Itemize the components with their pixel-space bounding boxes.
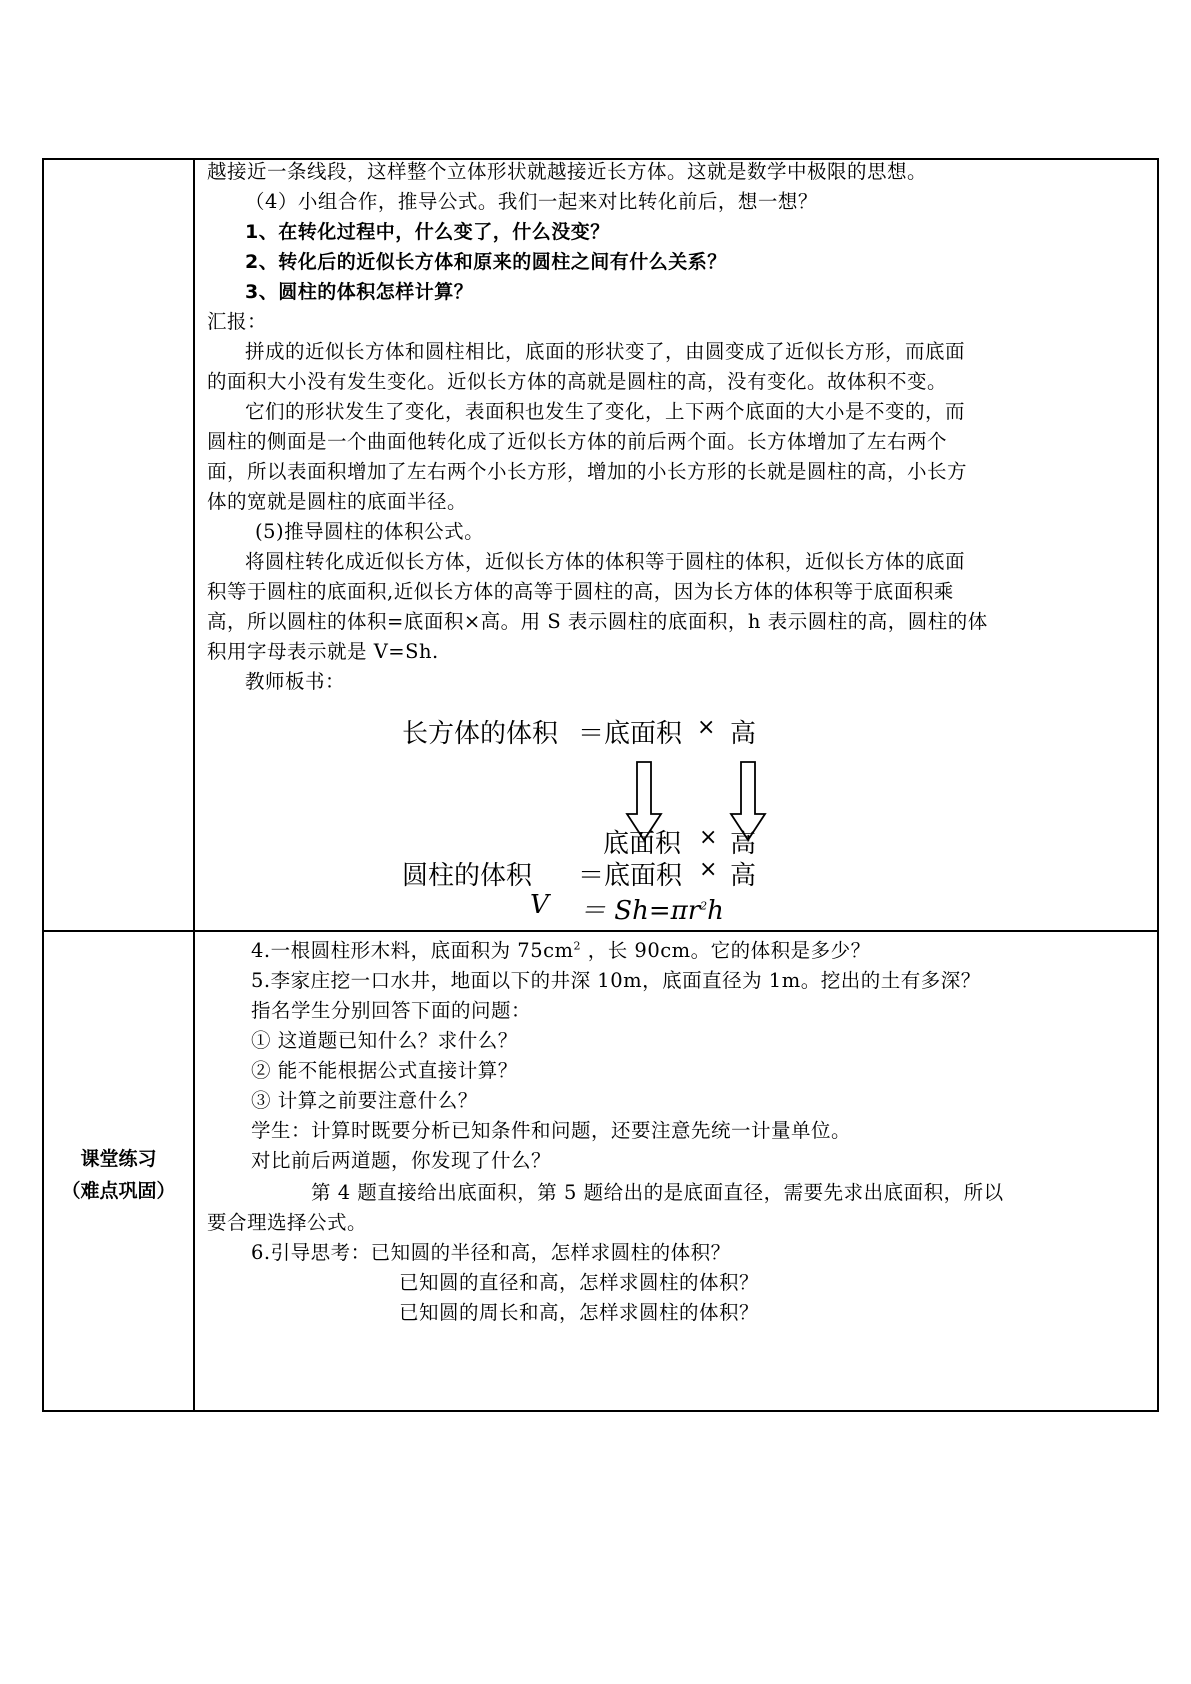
text-line: 已知圆的周长和高，怎样求圆柱的体积？ — [399, 1301, 760, 1324]
text-line: 圆柱的侧面是一个曲面他转化成了近似长方体的前后两个面。长方体增加了左右两个 — [207, 430, 948, 453]
text-line: 将圆柱转化成近似长方体，近似长方体的体积等于圆柱的体积，近似长方体的底面 — [245, 550, 966, 573]
formula-text — [580, 890, 724, 927]
question-4 — [251, 936, 1149, 966]
text-line: 学生：计算时既要分析已知条件和问题，还要注意先统一计量单位。 — [251, 1119, 852, 1142]
text-line: 积等于圆柱的底面积,近似长方体的高等于圆柱的高，因为长方体的体积等于底面积乘 — [207, 580, 954, 603]
text-line: 要合理选择公式。 — [207, 1211, 368, 1234]
question-5: 5.李家庄挖一口水井，地面以下的井深 10m，底面直径为 1m。挖出的土有多深？ — [251, 969, 981, 992]
row1-content-cell — [194, 159, 1158, 931]
text-line: 指名学生分别回答下面的问题： — [251, 999, 532, 1022]
text-line: ② 能不能根据公式直接计算？ — [251, 1059, 518, 1082]
q4-superscript: 2 — [573, 939, 582, 953]
text-line: 的面积大小没有发生变化。近似长方体的高就是圆柱的高，没有变化。故体积不变。 — [207, 370, 948, 393]
lesson-plan-table — [42, 158, 1159, 1412]
text-line: 第 4 题直接给出底面积，第 5 题给出的是底面直径，需要先求出底面积，所以 — [311, 1181, 1004, 1204]
text-line: ① 这道题已知什么？求什么？ — [251, 1029, 518, 1052]
text-line: 拼成的近似长方体和圆柱相比，底面的形状变了，由圆变成了近似长方形，而底面 — [245, 340, 966, 363]
board-times: × — [699, 857, 718, 882]
text-line: ③ 计算之前要注意什么？ — [251, 1089, 478, 1112]
board-cylinder-volume: 圆柱的体积 — [402, 861, 533, 891]
board-eq-base-area: ＝底面积 — [578, 719, 683, 749]
question-6: 6.引导思考：已知圆的半径和高，怎样求圆柱的体积？ — [251, 1241, 731, 1264]
text-line: （4）小组合作，推导公式。我们一起来对比转化前后，想一想？ — [245, 190, 818, 213]
row2-label-cell — [43, 931, 194, 1411]
practice-label: 课堂练习 — [80, 1148, 157, 1170]
text-line: 它们的形状发生了变化，表面积也发生了变化，上下两个底面的大小是不变的，而 — [245, 400, 966, 423]
formula-tail: h — [707, 896, 724, 926]
board-times: × — [699, 825, 718, 850]
board-height: 高 — [730, 719, 757, 749]
text-line: (5)推导圆柱的体积公式。 — [255, 520, 485, 543]
report-heading: 汇报： — [207, 310, 268, 333]
board-height: 高 — [730, 829, 757, 859]
text-line: 体的宽就是圆柱的底面半径。 — [207, 490, 468, 513]
board-base-area: 底面积 — [603, 829, 682, 859]
q4-text-end: ，长 90cm。它的体积是多少？ — [581, 939, 871, 962]
text-line: 对比前后两道题，你发现了什么？ — [251, 1149, 552, 1172]
board-times: × — [697, 715, 716, 740]
formula-main: ＝ Sh=πr — [580, 896, 701, 926]
text-line: 已知圆的直径和高，怎样求圆柱的体积？ — [399, 1271, 760, 1294]
formula-clip — [195, 882, 1157, 928]
board-cuboid-volume: 长方体的体积 — [402, 719, 559, 749]
practice-sublabel: （难点巩固） — [61, 1180, 176, 1202]
table-row-derivation — [43, 159, 1158, 931]
question-line: 1、在转化过程中，什么变了，什么没变？ — [245, 221, 610, 243]
q4-text: 4.一根圆柱形木料，底面积为 75cm — [251, 939, 574, 962]
question-line: 3、圆柱的体积怎样计算？ — [245, 281, 474, 303]
text-line: 越接近一条线段，这样整个立体形状就越接近长方体。这就是数学中极限的思想。 — [207, 160, 928, 183]
row1-label-cell — [43, 159, 194, 931]
formula-v-symbol: V — [530, 890, 549, 920]
text-line: 教师板书： — [245, 670, 346, 693]
text-line: 高，所以圆柱的体积=底面积×高。用 S 表示圆柱的底面积，h 表示圆柱的高，圆柱的体 — [207, 610, 988, 633]
question-line: 2、转化后的近似长方体和原来的圆柱之间有什么关系？ — [245, 251, 727, 273]
text-line: 面，所以表面积增加了左右两个小长方形，增加的小长方形的长就是圆柱的高，小长方 — [207, 460, 968, 483]
row2-content-cell — [194, 931, 1158, 1411]
board-height: 高 — [730, 861, 757, 891]
formula-exponent: 2 — [700, 899, 708, 913]
board-eq-base-area: ＝底面积 — [578, 861, 683, 891]
text-line: 积用字母表示就是 V=Sh. — [207, 640, 439, 663]
table-row-practice — [43, 931, 1158, 1411]
